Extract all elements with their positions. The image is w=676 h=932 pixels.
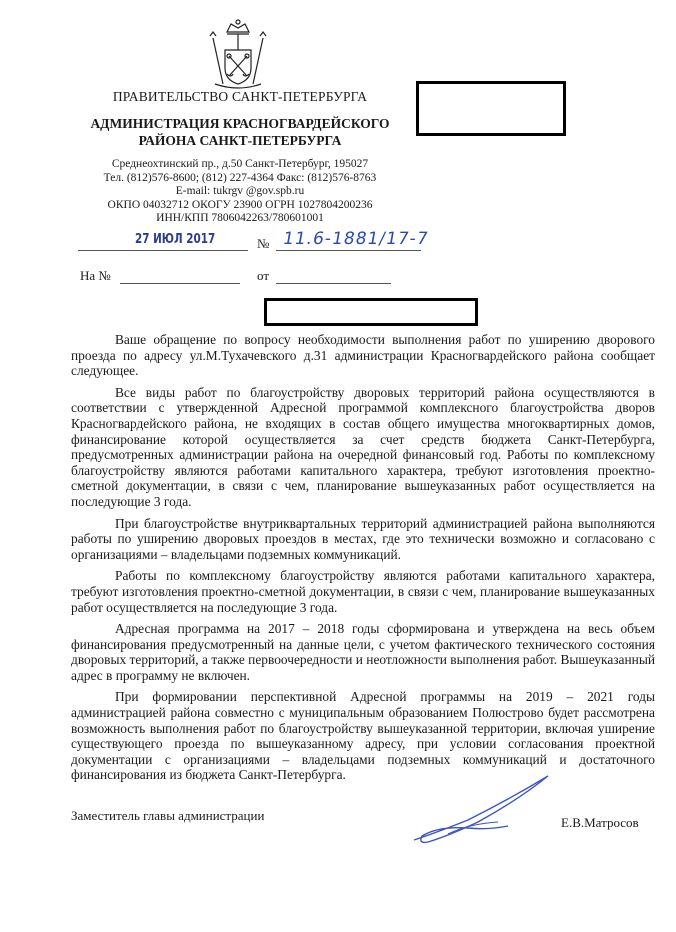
registration-number: 11.6-1881/17-7	[281, 229, 431, 249]
number-label: №	[257, 236, 270, 251]
paragraph-4: Работы по комплексному благоустройству являются работами капитального характера, требуют изготовления проектно-сметной документации, в связи с чем, планирование вышеуказанных работ осуществляется на последующие 3 года.	[71, 568, 655, 615]
reference-date-label: от	[257, 268, 270, 283]
signer-name: Е.В.Матросов	[561, 815, 639, 830]
phones-line: Тел. (812)576-8600; (812) 227-4364 Факс: (812)576-8763	[103, 172, 377, 184]
paragraph-2: Все виды работ по благоустройству дворовых территорий района осуществляются в соответствии с утвержденной Адресной программой комплексного благоустройства дворов Красногвардейского района, не входящих в состав общего имущества многоквартирных домов, финансирование которой осуществляется за счет средств бюджета Санкт-Петербурга, предусмотренных администрации района на очередной финансовый год. Работы по комплексному благоустройству являются работами капитального характера, требуют изготовления проектно-сметной документации, в связи с чем, планирование вышеуказанных работ осуществляется на последующие 3 года.	[71, 384, 655, 509]
letter-body	[71, 332, 655, 789]
paragraph-5: Адресная программа на 2017 – 2018 годы сформирована и утверждена на весь объем финансирования предусмотренный на данные цели, с учетом фактического технического состояния дворовых территорий, а также первоочередности и неотложности выполнения работ. Вышеуказанный адрес в программу не включен.	[71, 621, 655, 683]
admin-title-line2: РАЙОНА САНКТ-ПЕТЕРБУРГА	[138, 133, 342, 148]
government-title: ПРАВИТЕЛЬСТВО САНКТ-ПЕТЕРБУРГА	[112, 89, 368, 104]
paragraph-1: Ваше обращение по вопросу необходимости выполнения работ по уширению дворового проезда по адресу ул.М.Тухачевского д.31 администрации Красногвардейского района сообщает следующее.	[71, 332, 655, 379]
date-underline	[78, 250, 248, 251]
signer-title: Заместитель главы администрации	[71, 808, 265, 823]
email-line: E-mail: tukrgv @gov.spb.ru	[175, 185, 305, 197]
reference-number-label: На №	[80, 268, 111, 283]
paragraph-6: При формировании перспективной Адресной программы на 2019 – 2021 годы администрацией района совместно с муниципальным образованием Полюстрово будет рассмотрена возможность выполнения работ по благоустройству вышеуказанной территории, включая уширение существующего проезда по вышеуказанному адресу, при условии согласования проектной документации с организациями – владельцами подземных коммуникаций и достаточного финансирования из бюджета Санкт-Петербурга.	[71, 689, 655, 783]
codes-line: ОКПО 04032712 ОКОГУ 23900 ОГРН 1027804200236	[107, 199, 373, 211]
address-line: Среднеохтинский пр., д.50 Санкт-Петербург, 195027	[111, 158, 369, 170]
redacted-recipient-box	[416, 81, 566, 136]
administration-title	[40, 115, 440, 149]
paragraph-3: При благоустройстве внутриквартальных территорий администрацией района выполняются работы по уширению дворовых проездов в местах, где это технически возможно и согласовано с организациями – владельцами подземных коммуникаций.	[71, 515, 655, 562]
redacted-salutation-box	[264, 298, 478, 326]
city-emblem-icon	[205, 18, 271, 90]
inn-line: ИНН/КПП 7806042263/780601001	[156, 212, 324, 224]
admin-title-line1: АДМИНИСТРАЦИЯ КРАСНОГВАРДЕЙСКОГО	[90, 116, 390, 131]
reference-number-underline	[120, 283, 240, 284]
number-underline	[276, 250, 421, 251]
reference-date-underline	[276, 283, 391, 284]
date-stamp: 27 ИЮЛ 2017	[135, 232, 216, 247]
handwritten-signature	[408, 770, 563, 850]
